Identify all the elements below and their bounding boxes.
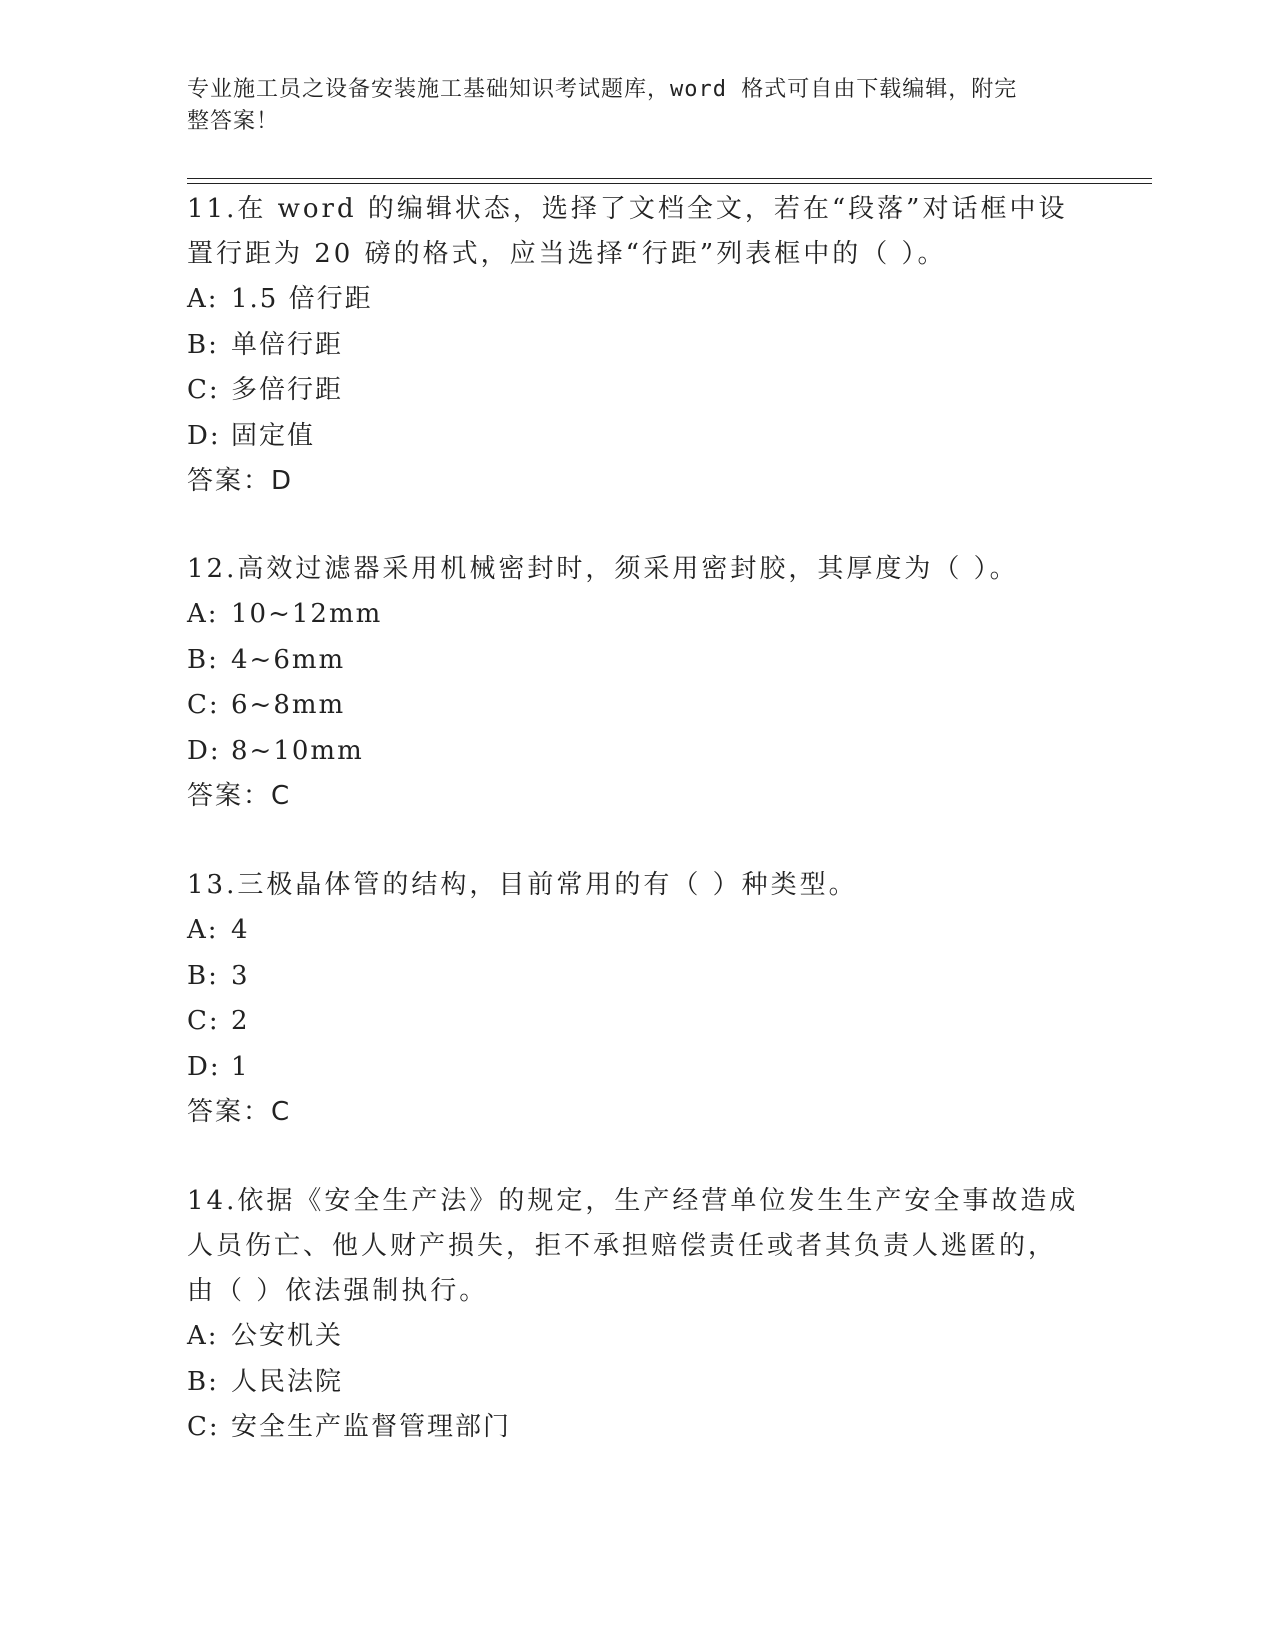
option-text: 6~8mm: [231, 690, 346, 720]
option-text: 1: [231, 1051, 250, 1082]
option-d: [187, 414, 1087, 460]
header-line-1: 专业施工员之设备安装施工基础知识考试题库，word 格式可自由下载编辑，附完: [187, 77, 1018, 102]
question-text-line: 14.依据《安全生产法》的规定，生产经营单位发生生产安全事故造成: [187, 1186, 1079, 1216]
option-key: C:: [187, 1412, 220, 1442]
option-key: A:: [187, 915, 219, 945]
option-c: [187, 683, 1087, 729]
answer-line: 答案：C: [187, 781, 292, 811]
option-key: A:: [187, 1321, 219, 1351]
option-key: D:: [187, 1051, 221, 1082]
option-d: [187, 1045, 1087, 1091]
option-key: A:: [187, 284, 219, 314]
option-text: 10~12mm: [231, 599, 383, 629]
option-a: [187, 1314, 1087, 1360]
option-key: B:: [187, 644, 219, 675]
option-key: D:: [187, 420, 221, 451]
question-text-line: 由（ ）依法强制执行。: [187, 1276, 489, 1306]
option-key: D:: [187, 735, 221, 766]
option-a: [187, 908, 1087, 954]
option-text: 8~10mm: [231, 735, 364, 766]
option-c: [187, 999, 1087, 1045]
question-13: [187, 863, 1087, 1135]
option-c: [187, 1405, 1087, 1451]
answer-line: 答案：D: [187, 466, 294, 496]
option-d: [187, 729, 1087, 775]
option-c: [187, 368, 1087, 414]
option-text: 固定值: [231, 420, 316, 451]
option-text: 公安机关: [231, 1321, 344, 1351]
option-key: A:: [187, 599, 219, 629]
header-divider-bottom: [187, 183, 1152, 184]
option-text: 单倍行距: [231, 329, 344, 360]
option-text: 4: [231, 915, 250, 945]
option-key: B:: [187, 1366, 219, 1397]
option-a: [187, 592, 1087, 638]
question-text-line: 人员伤亡、他人财产损失，拒不承担赔偿责任或者其负责人逃匿的，: [187, 1231, 1058, 1261]
header-line-2: 整答案！: [187, 109, 280, 134]
option-key: C:: [187, 375, 220, 405]
option-b: [187, 638, 1087, 684]
option-key: C:: [187, 1006, 220, 1036]
option-text: 4~6mm: [231, 644, 346, 675]
option-key: B:: [187, 329, 219, 360]
header-divider-top: [187, 178, 1152, 179]
question-11: [187, 187, 1087, 504]
option-text: 多倍行距: [231, 375, 344, 405]
question-14: [187, 1179, 1087, 1451]
answer-line: 答案：C: [187, 1097, 292, 1127]
option-b: [187, 954, 1087, 1000]
option-key: C:: [187, 690, 220, 720]
option-text: 1.5 倍行距: [231, 284, 373, 314]
document-header: [187, 74, 1067, 138]
option-key: B:: [187, 960, 219, 991]
question-text-line: 11.在 word 的编辑状态，选择了文档全文，若在“段落”对话框中设: [187, 194, 1068, 224]
question-text-line: 置行距为 20 磅的格式，应当选择“行距”列表框中的（ ）。: [187, 239, 947, 269]
question-text-line: 13.三极晶体管的结构，目前常用的有（ ）种类型。: [187, 870, 858, 900]
option-b: [187, 1360, 1087, 1406]
question-12: [187, 547, 1087, 819]
option-text: 2: [231, 1006, 250, 1036]
option-a: [187, 277, 1087, 323]
option-b: [187, 323, 1087, 369]
option-text: 安全生产监督管理部门: [231, 1412, 512, 1442]
option-text: 3: [231, 960, 250, 991]
question-text-line: 12.高效过滤器采用机械密封时，须采用密封胶，其厚度为（ ）。: [187, 554, 1019, 584]
option-text: 人民法院: [231, 1366, 344, 1397]
